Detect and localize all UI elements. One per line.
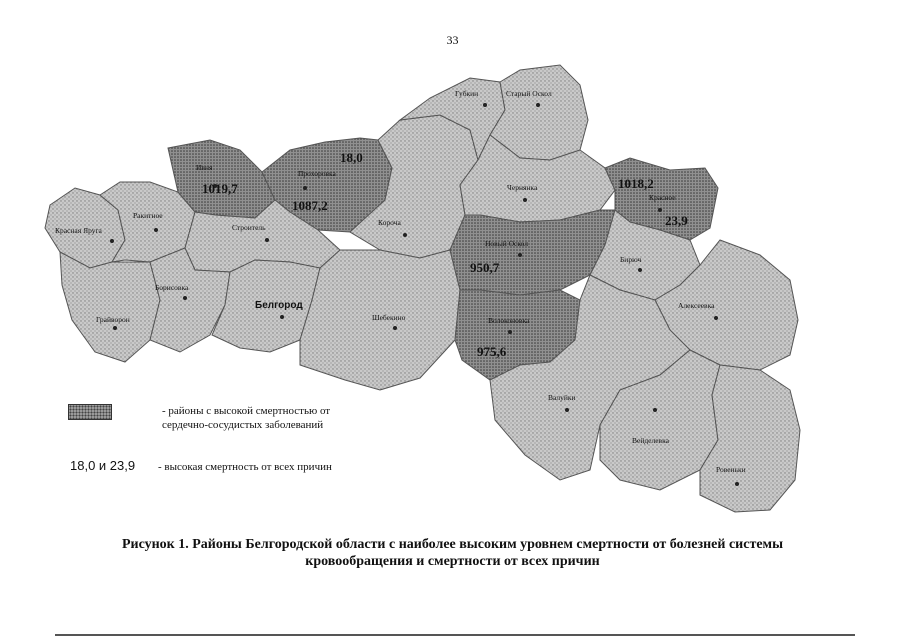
label-krasnoe: Красное — [649, 193, 676, 202]
label-valuyki: Валуйки — [548, 393, 576, 402]
legend-high-cardio-line2: сердечно-сосудистых заболеваний — [162, 419, 324, 431]
label-borisovka: Борисовка — [155, 283, 189, 292]
label-stroitel: Строитель — [232, 223, 266, 232]
label-veidelevka: Вейделевка — [632, 436, 669, 445]
page-bottom-rule — [55, 634, 855, 636]
page-number: 33 — [446, 33, 459, 47]
label-rakitnoe: Ракитное — [133, 211, 163, 220]
legend-allcause-values: 18,0 и 23,9 — [70, 458, 136, 473]
value-prokhorovka-allcause: 18,0 — [340, 150, 363, 165]
label-rovenki: Ровеньки — [716, 465, 746, 474]
figure-caption — [40, 536, 865, 570]
label-alekseevka: Алексеевка — [678, 301, 715, 310]
label-shebekino: Шебекино — [372, 313, 406, 322]
label-korocha: Короча — [378, 218, 401, 227]
district-graivoron — [60, 252, 160, 362]
label-belgorod: Белгород — [255, 300, 303, 311]
label-krasnaya-yaruga: Красная Яруга — [55, 226, 102, 235]
label-chernyanka: Чернянка — [507, 183, 538, 192]
caption-line2: кровообращения и смертности от всех причин — [305, 554, 600, 569]
label-prokhorovka: Прохоровка — [298, 169, 336, 178]
label-novy-oskol: Новый Оскол — [485, 239, 529, 248]
label-ivnya: Ивня — [196, 163, 213, 172]
value-krasnoe-cardio: 1018,2 — [618, 176, 654, 191]
value-novy-oskol: 950,7 — [470, 260, 500, 275]
value-volokonovka: 975,6 — [477, 344, 507, 359]
legend-high-cardio-line1: - районы с высокой смертностью от — [162, 405, 331, 417]
value-krasnoe-allcause: 23,9 — [665, 213, 688, 228]
caption-line1: Рисунок 1. Районы Белгородской области с наиболее высоким уровнем смертности от болезней системы — [121, 537, 784, 552]
label-volokonovka: Волоконовка — [488, 316, 530, 325]
legend-allcause-text: - высокая смертность от всех причин — [158, 461, 332, 473]
value-prokhorovka-cardio: 1087,2 — [292, 198, 328, 213]
legend-high-cardio-swatch — [68, 404, 112, 420]
legend-high-cardio-text — [162, 404, 330, 432]
label-biryuch: Бирюч — [620, 255, 642, 264]
label-stary-oskol: Старый Оскол — [506, 89, 552, 98]
label-gubkin: Губкин — [455, 89, 479, 98]
value-ivnya: 1019,7 — [202, 181, 238, 196]
label-graivoron: Грайворон — [96, 315, 130, 324]
